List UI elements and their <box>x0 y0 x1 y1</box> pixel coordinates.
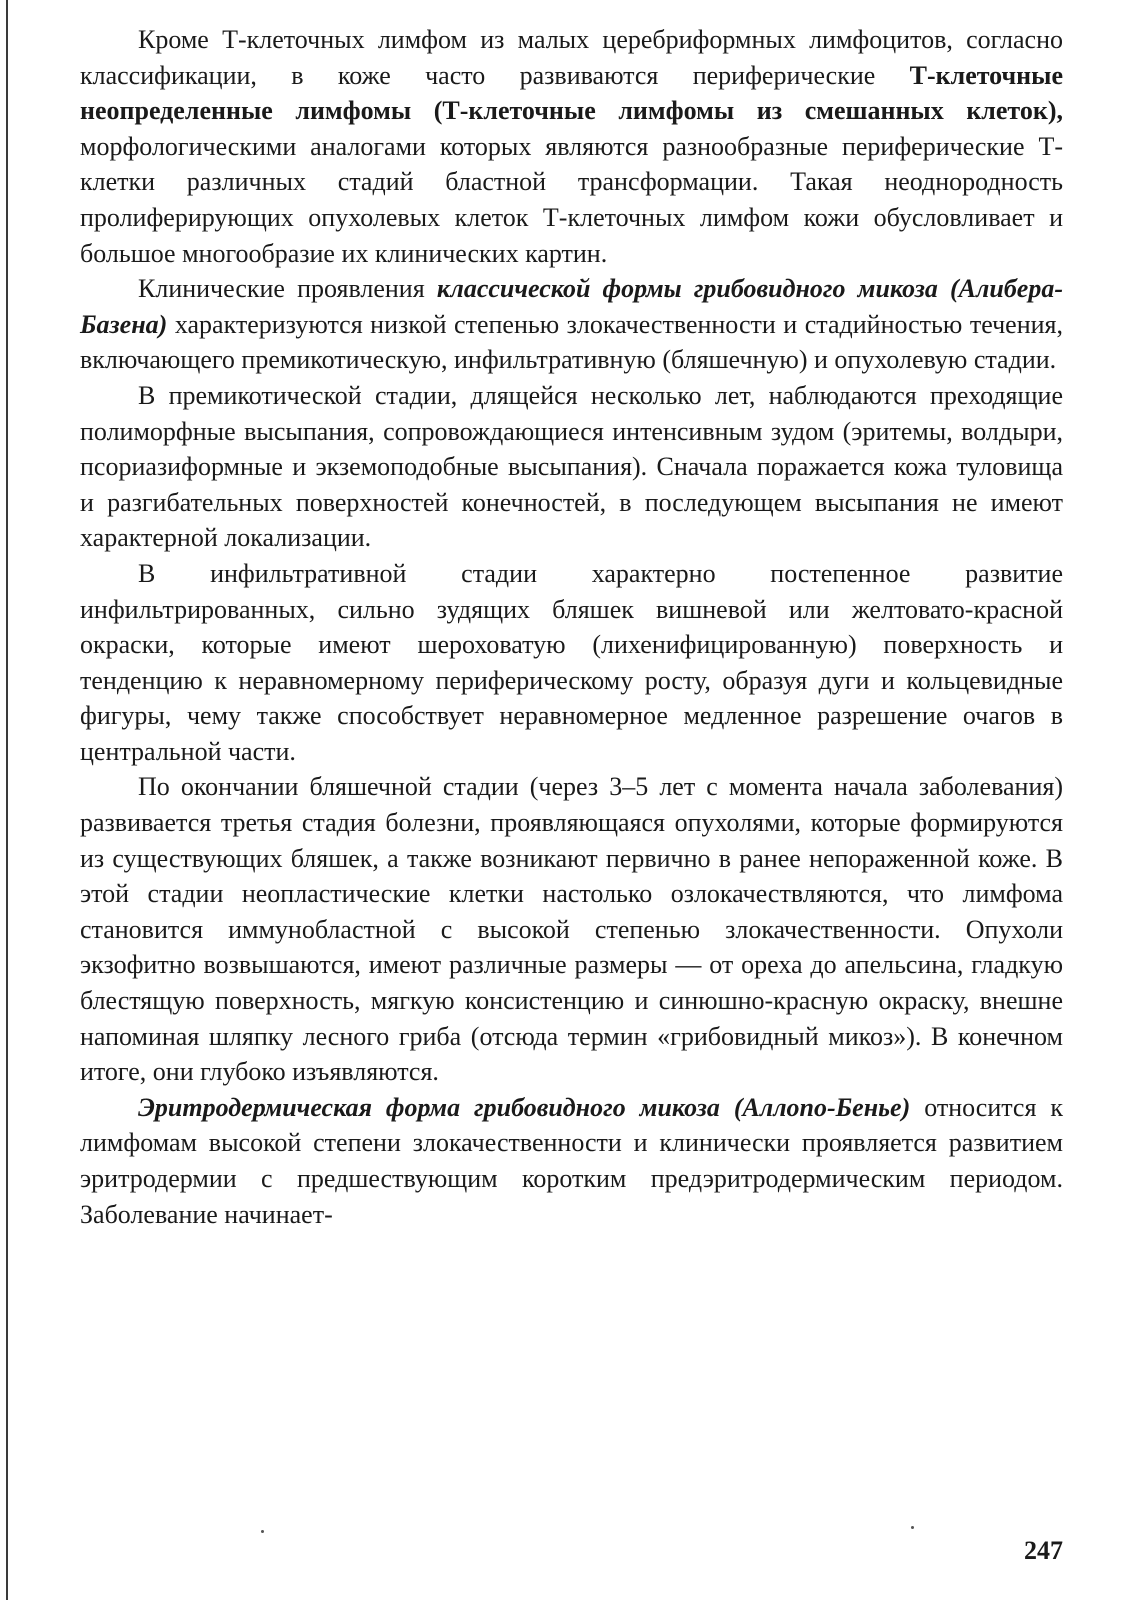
text-run: В премикотической стадии, длящейся несколько лет, наблюдаются преходящие полиморфные высыпания, сопровождающиеся интенсивным зудом (эритемы, волдыри, псориазиформные и экземоподобные высыпания). Сначала поражается кожа туловища и разгибательных поверхностей конечностей, в последующем высыпания не имеют характерной локализации. <box>80 380 1063 553</box>
paragraph-tumor-stage <box>80 769 1063 1089</box>
text-run: морфологическими аналогами которых являются разнообразные периферические Т-клетки различных стадий бластной трансформации. Такая неоднородность пролиферирующих опухолевых клеток Т-клеточных лимфом кожи обусловливает и большое многообразие их клинических картин. <box>80 131 1063 268</box>
text-run: относится к лимфомам высокой степени злокачественности и клинически проявляется развитием эритродермии с предшествующим коротким предэритродермическим периодом. Заболевание начинает- <box>80 1092 1063 1229</box>
paragraph-classic-form <box>80 271 1063 378</box>
text-run: Клинические проявления <box>138 274 437 304</box>
term-erythrodermic-mycosis-fungoides: Эритродермическая форма грибовидного микоза (Аллопо-Бенье) <box>138 1092 911 1122</box>
paragraph-infiltrative-stage <box>80 556 1063 770</box>
scan-speck <box>911 1526 914 1529</box>
page-number: 247 <box>1024 1536 1063 1565</box>
term-classic-mycosis-fungoides: классической формы грибовидного микоза (Алибера-Базена) <box>80 274 1064 339</box>
text-run: По окончании бляшечной стадии (через 3–5 лет с момента начала заболевания) развивается третья стадия болезни, проявляющаяся опухолями, которые формируются из существующих бляшек, а также возникают первично в ранее непораженной коже. В этой стадии неопластические клетки настолько озлокачествляются, что лимфома становится иммунобластной с высокой степенью злокачественности. Опухоли экзофитно возвышаются, имеют различные размеры — от ореха до апельсина, гладкую блестящую поверхность, мягкую консистенцию и синюшно-красную окраску, внешне напоминая шляпку лесного гриба (отсюда термин «грибовидный микоз»). В конечном итоге, они глубоко изъявляются. <box>80 772 1063 1087</box>
scan-speck <box>261 1530 264 1533</box>
text-run: Кроме Т-клеточных лимфом из малых церебриформных лимфоцитов, согласно классификации, в коже часто развиваются периферические <box>80 25 1063 90</box>
paragraph-premycotic-stage <box>80 378 1063 556</box>
term-t-cell-unspecified-lymphomas: Т-клеточные неопределенные лимфомы (Т-клеточные лимфомы из смешанных клеток), <box>80 60 1063 126</box>
text-run: характеризуются низкой степенью злокачественности и стадийностью течения, включающего премикотическую, инфильтративную (бляшечную) и опухолевую стадии. <box>80 309 1063 375</box>
paragraph-erythrodermic-form <box>80 1090 1063 1232</box>
text-run: В инфильтративной стадии характерно постепенное развитие инфильтрированных, сильно зудящих бляшек вишневой или желтовато-красной окраски, которые имеют шероховатую (лихенифицированную) поверхность и тенденцию к неравномерному периферическому росту, образуя дуги и кольцевидные фигуры, чему также способствует неравномерное медленное разрешение очагов в центральной части. <box>80 558 1063 766</box>
paragraph-t-cell-lymphomas <box>80 22 1063 271</box>
page-edge-rule <box>6 0 8 1600</box>
page-body <box>80 22 1063 1232</box>
